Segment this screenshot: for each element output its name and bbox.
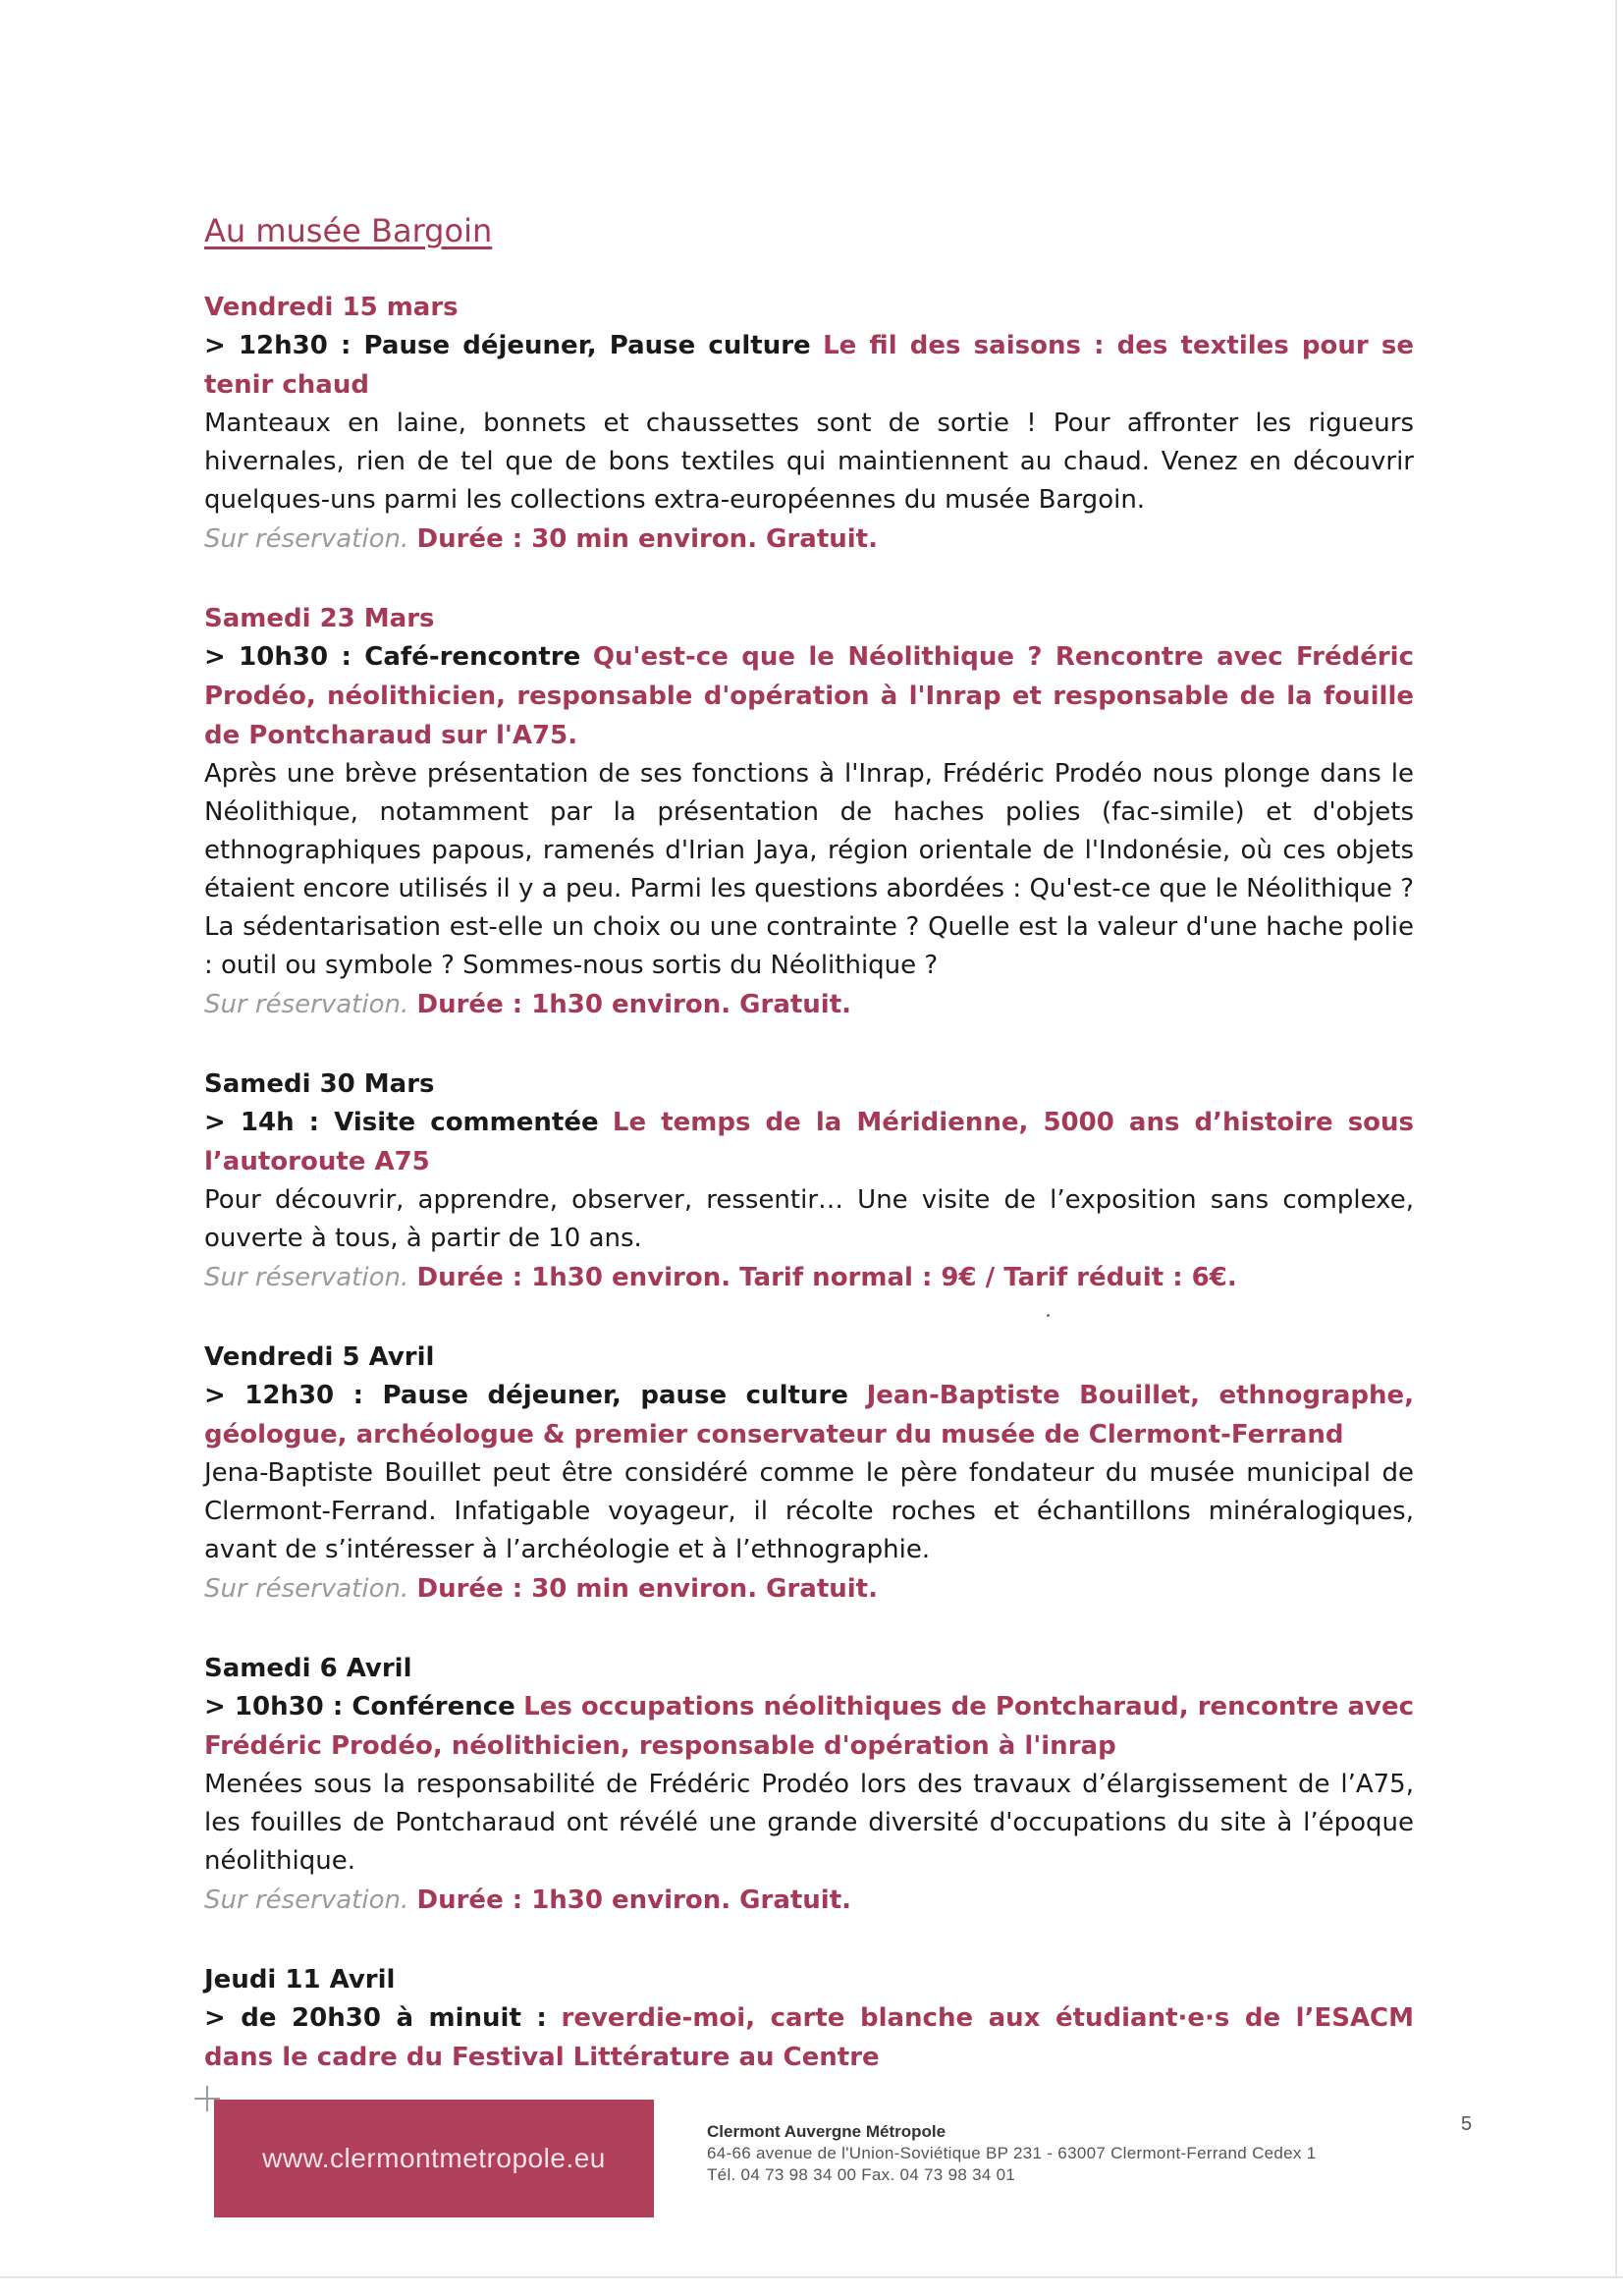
event-date: Vendredi 5 Avril: [204, 1342, 435, 1372]
event-title: Le temps de la Méridienne, 5000 ans d’histoire sous l’autoroute A75: [204, 1108, 1415, 1176]
event-description: Jena-Baptiste Bouillet peut être considéré comme le père fondateur du musée municipal de Clermont-Ferrand. Infatigable voyageur, il récolte roches et échantillons minéralogiques, avant de s’intéresser à l’archéologie et à l’ethnographie.: [204, 1458, 1414, 1564]
event-description: Menées sous la responsabilité de Frédéric Prodéo lors des travaux d’élargissement de l’A75, les fouilles de Pontcharaud ont révélé une grande diversité d'occupations du site à l’époque néolithique.: [204, 1770, 1414, 1876]
event-time-type: > 10h30 : Conférence: [204, 1692, 515, 1722]
event-time-type: > 12h30 : Pause déjeuner, pause culture: [204, 1381, 848, 1410]
event-item: [204, 1066, 1414, 1297]
website-url[interactable]: www.clermontmetropole.eu: [262, 2143, 606, 2173]
event-date: Vendredi 15 mars: [204, 293, 459, 322]
event-item: [204, 1961, 1414, 2077]
website-banner-link[interactable]: [214, 2100, 654, 2217]
reservation-note: Sur réservation.: [204, 1263, 409, 1292]
event-title: reverdie-moi, carte blanche aux étudiant·e·s de l’ESACM dans le cadre du Festival Littérature au Centre: [204, 2003, 1415, 2072]
event-item: [204, 1650, 1414, 1920]
event-title: Le fil des saisons : des textiles pour se tenir chaud: [204, 331, 1414, 400]
event-headline: [204, 637, 1414, 755]
reservation-note: Sur réservation.: [204, 1886, 409, 1915]
event-reservation-line: [204, 985, 1414, 1024]
reservation-note: Sur réservation.: [204, 990, 409, 1019]
event-headline: [204, 1687, 1414, 1766]
event-date: Samedi 6 Avril: [204, 1654, 412, 1683]
event-practical-info: Durée : 30 min environ. Gratuit.: [416, 1574, 878, 1604]
event-reservation-line: [204, 519, 1414, 559]
event-headline: [204, 326, 1414, 405]
event-headline: [204, 1103, 1414, 1181]
event-description: Après une brève présentation de ses fonctions à l'Inrap, Frédéric Prodéo nous plonge dans le Néolithique, notamment par la présentation de haches polies (fac-simile) et d'objets ethnographiques papous, ramenés d'Irian Jaya, région orientale de l'Indonésie, où ces objets étaient encore utilisés il y a peu. Parmi les questions abordées : Qu'est-ce que le Néolithique ? La sédentarisation est-elle un choix ou une contrainte ? Quelle est la valeur d'une hache polie : outil ou symbole ? Sommes-nous sortis du Néolithique ?: [204, 759, 1414, 980]
event-time-type: > de 20h30 à minuit :: [204, 2003, 547, 2033]
footer-org-name: Clermont Auvergne Métropole: [707, 2122, 947, 2141]
footer-address: 64-66 avenue de l'Union-Soviétique BP 231 - 63007 Clermont-Ferrand Cedex 1: [707, 2144, 1317, 2162]
event-practical-info: Durée : 1h30 environ. Tarif normal : 9€ / Tarif réduit : 6€.: [416, 1263, 1237, 1292]
event-item: [204, 600, 1414, 1024]
reservation-note: Sur réservation.: [204, 524, 409, 554]
event-item: [204, 1339, 1414, 1609]
event-reservation-line: [204, 1258, 1414, 1297]
footer-phone-fax: Tél. 04 73 98 34 00 Fax. 04 73 98 34 01: [707, 2165, 1016, 2184]
page-bottom-edge: [0, 2276, 1623, 2278]
document-content: [204, 212, 1414, 2118]
event-title: Jean-Baptiste Bouillet, ethnographe, géologue, archéologue & premier conservateur du musée de Clermont-Ferrand: [204, 1381, 1415, 1449]
event-headline: [204, 1998, 1414, 2077]
event-practical-info: Durée : 1h30 environ. Gratuit.: [416, 1886, 852, 1915]
event-time-type: > 10h30 : Café-rencontre: [204, 642, 581, 672]
event-title: Qu'est-ce que le Néolithique ? Rencontre avec Frédéric Prodéo, néolithicien, responsable d'opération à l'Inrap et responsable de la fouille de Pontcharaud sur l'A75.: [204, 642, 1414, 750]
event-date: Samedi 30 Mars: [204, 1069, 435, 1099]
page-number: 5: [1461, 2113, 1473, 2135]
event-date: Samedi 23 Mars: [204, 604, 435, 633]
footer-address-block: [707, 2121, 1317, 2186]
event-reservation-line: [204, 1569, 1414, 1609]
event-practical-info: Durée : 1h30 environ. Gratuit.: [416, 990, 852, 1019]
page-edge: [1615, 0, 1617, 2278]
event-date: Jeudi 11 Avril: [204, 1965, 396, 1995]
event-headline: [204, 1376, 1414, 1454]
event-title: Les occupations néolithiques de Pontcharaud, rencontre avec Frédéric Prodéo, néolithicien, responsable d'opération à l'inrap: [204, 1692, 1415, 1761]
event-time-type: > 14h : Visite commentée: [204, 1108, 599, 1137]
event-time-type: > 12h30 : Pause déjeuner, Pause culture: [204, 331, 811, 360]
section-title: Au musée Bargoin: [204, 212, 493, 249]
event-description: Manteaux en laine, bonnets et chaussettes sont de sortie ! Pour affronter les rigueurs hivernales, rien de tel que de bons textiles qui maintiennent au chaud. Venez en découvrir quelques-uns parmi les collections extra-européennes du musée Bargoin.: [204, 409, 1414, 515]
event-item: [204, 289, 1414, 559]
event-reservation-line: [204, 1881, 1414, 1920]
reservation-note: Sur réservation.: [204, 1574, 409, 1604]
event-description: Pour découvrir, apprendre, observer, ressentir… Une visite de l’exposition sans complexe, ouverte à tous, à partir de 10 ans.: [204, 1185, 1414, 1253]
event-practical-info: Durée : 30 min environ. Gratuit.: [416, 524, 878, 554]
